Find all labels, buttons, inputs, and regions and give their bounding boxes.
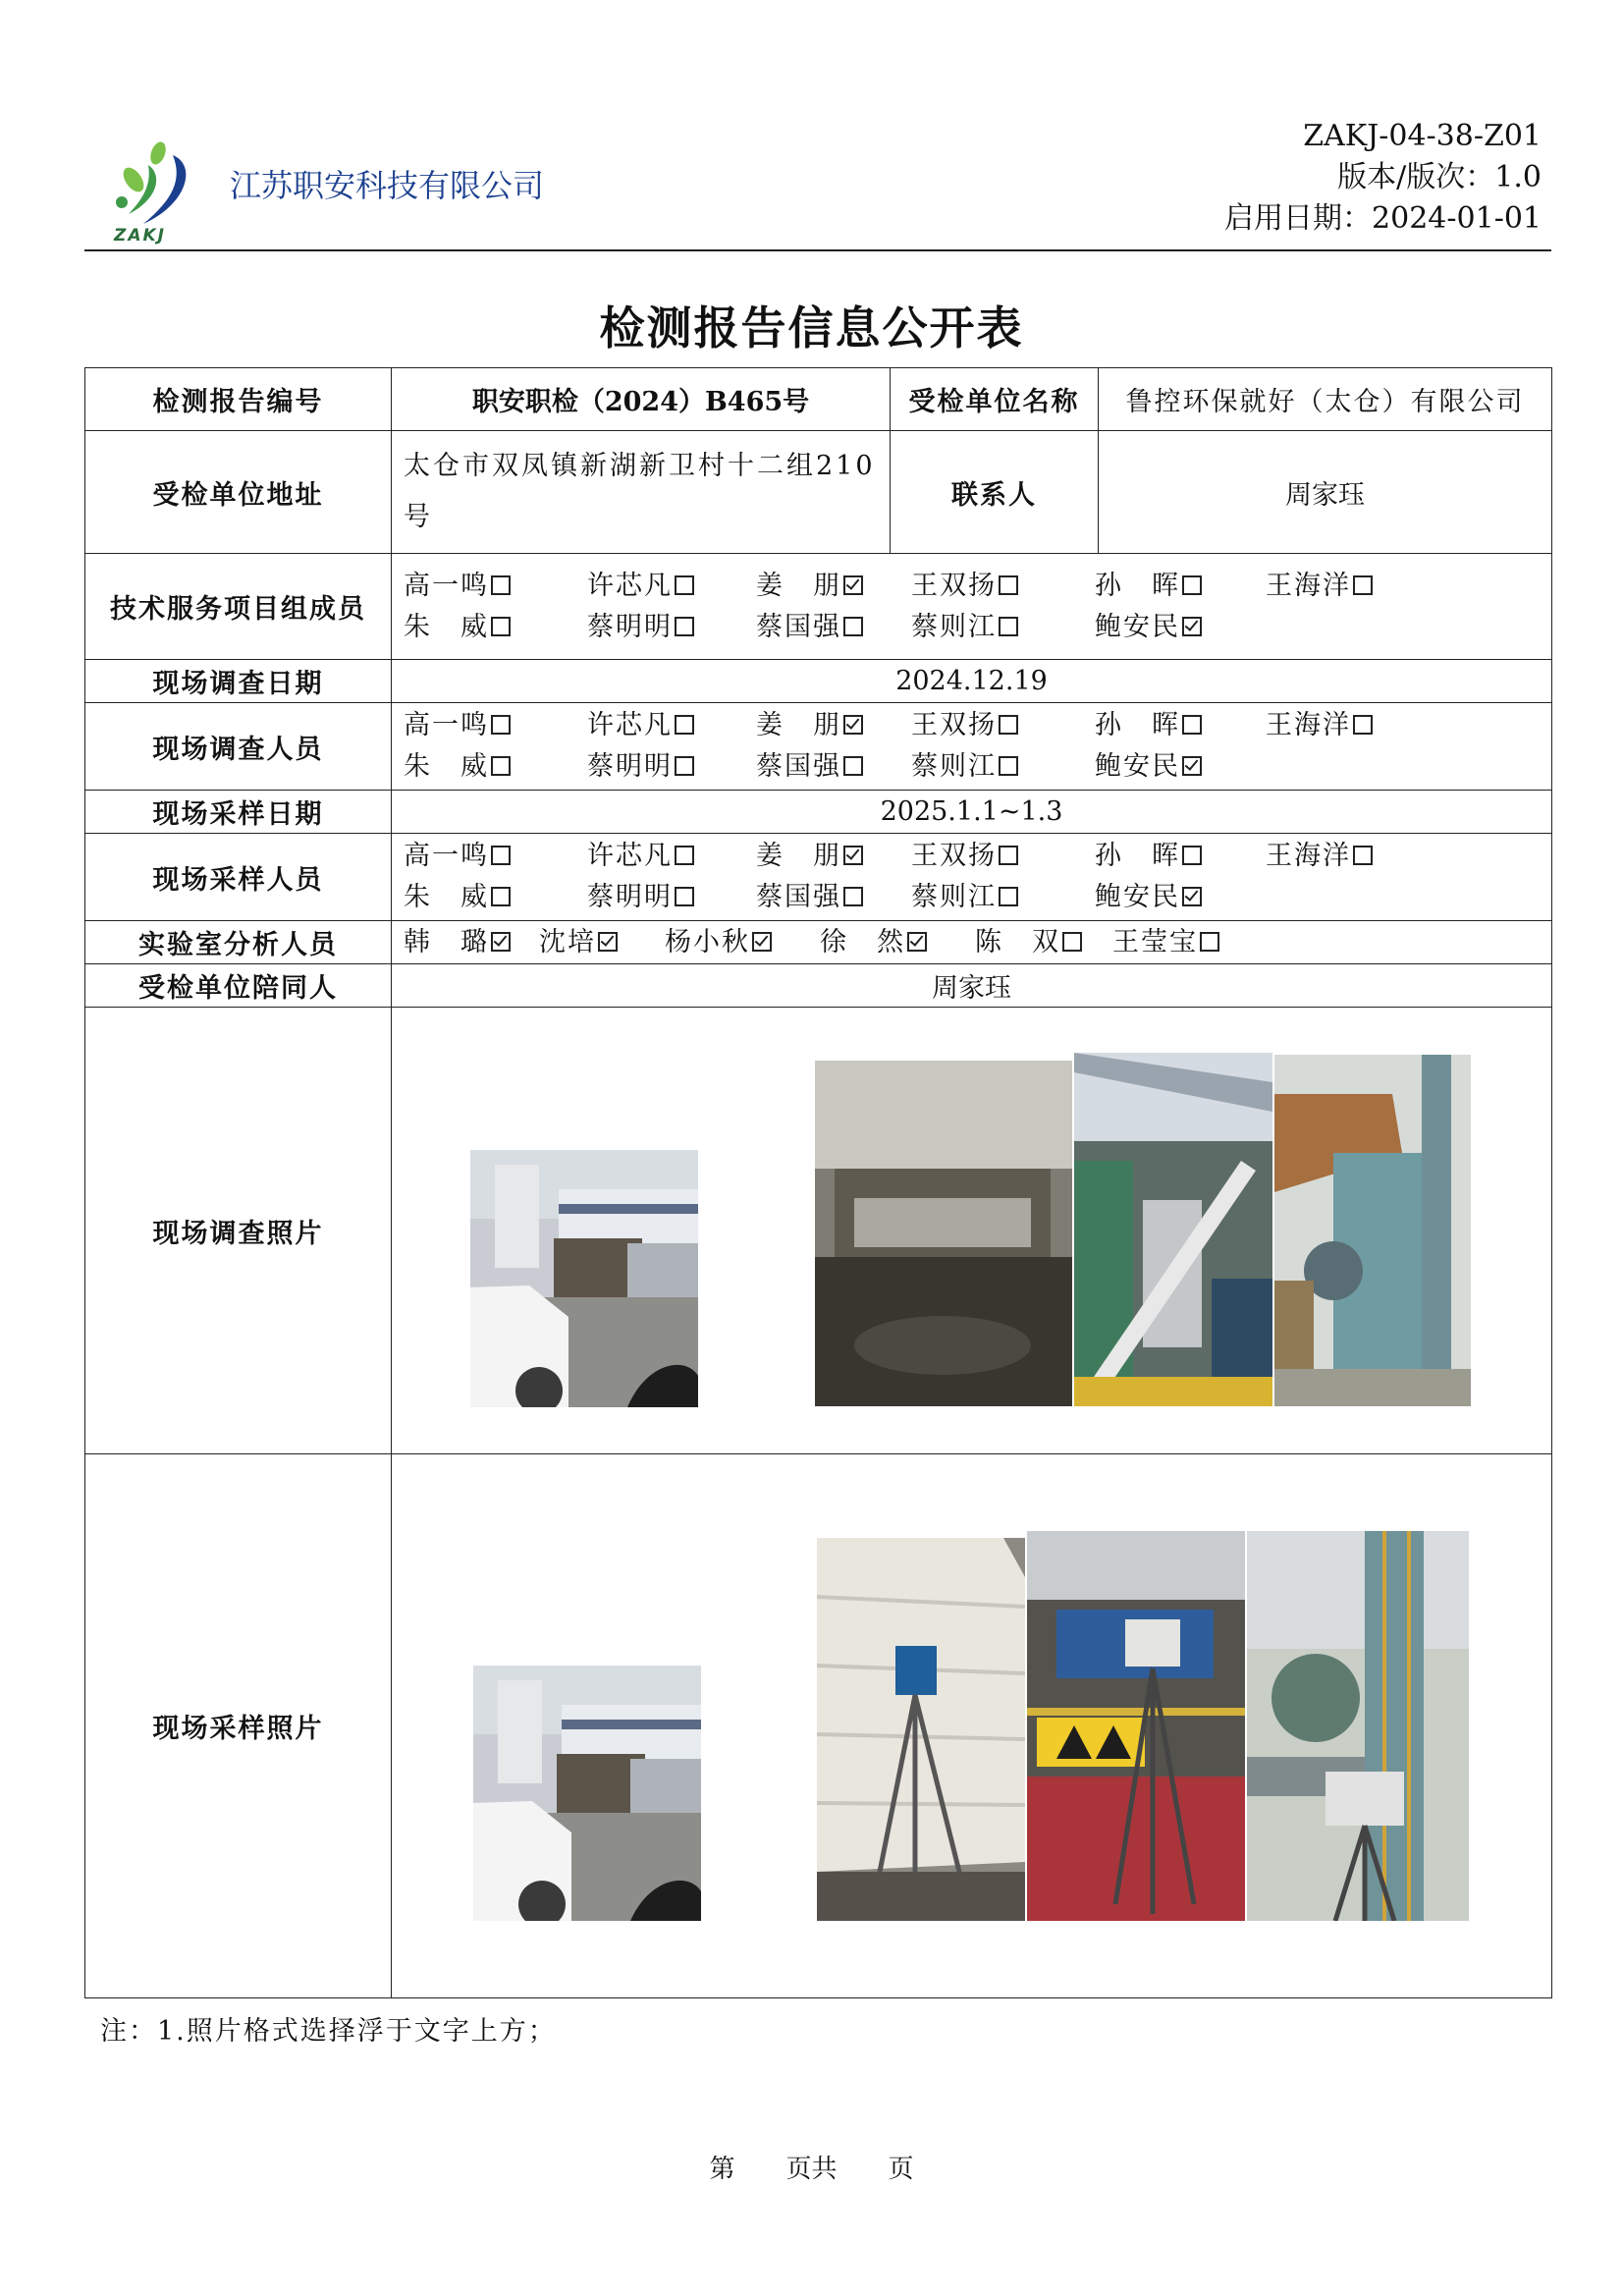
checkbox-empty-icon[interactable] bbox=[675, 575, 694, 595]
person-entry bbox=[404, 566, 587, 607]
checkbox-empty-icon[interactable] bbox=[843, 756, 863, 776]
checkbox-empty-icon[interactable] bbox=[675, 617, 694, 636]
sampling-photos-cell bbox=[392, 1454, 1552, 1998]
escort-value: 周家珏 bbox=[392, 964, 1552, 1008]
person-entry bbox=[404, 922, 539, 963]
person-row bbox=[404, 922, 1540, 963]
unit-name-label: 受检单位名称 bbox=[891, 368, 1099, 431]
person-name: 鲍安民 bbox=[1095, 751, 1180, 782]
table-row bbox=[85, 791, 1552, 834]
checkbox-empty-icon[interactable] bbox=[1182, 575, 1202, 595]
person-entry bbox=[587, 607, 756, 648]
person-entry bbox=[587, 877, 756, 918]
photo-factory-gate bbox=[470, 1150, 698, 1407]
person-name: 许芯凡 bbox=[587, 841, 673, 871]
person-name: 朱 威 bbox=[404, 882, 489, 912]
person-entry bbox=[1095, 877, 1266, 918]
person-entry bbox=[756, 877, 911, 918]
checkbox-empty-icon[interactable] bbox=[1200, 932, 1219, 952]
doc-start-date: 启用日期：2024-01-01 bbox=[1224, 201, 1542, 236]
checkbox-checked-icon[interactable] bbox=[1182, 887, 1202, 906]
person-entry bbox=[911, 746, 1095, 788]
person-name: 鲍安民 bbox=[1095, 611, 1180, 642]
table-row bbox=[85, 964, 1552, 1008]
table-row bbox=[85, 554, 1552, 660]
person-name: 杨小秋 bbox=[665, 926, 750, 957]
person-name: 许芯凡 bbox=[587, 710, 673, 740]
person-entry bbox=[756, 836, 911, 877]
person-name: 朱 威 bbox=[404, 751, 489, 782]
unit-name-value: 鲁控环保就好（太仓）有限公司 bbox=[1099, 368, 1552, 431]
address-value: 太仓市双凤镇新湖新卫村十二组210号 bbox=[392, 431, 891, 554]
lab-staff-label: 实验室分析人员 bbox=[85, 921, 392, 964]
table-row bbox=[85, 834, 1552, 921]
photo-wastewater-pool bbox=[815, 1061, 1072, 1406]
tech-team-list bbox=[392, 554, 1552, 660]
person-entry bbox=[756, 746, 911, 788]
person-entry bbox=[1266, 566, 1413, 607]
checkbox-empty-icon[interactable] bbox=[1182, 715, 1202, 735]
table-row bbox=[85, 368, 1552, 431]
person-name: 孙 晖 bbox=[1095, 841, 1180, 871]
checkbox-empty-icon[interactable] bbox=[843, 617, 863, 636]
checkbox-checked-icon[interactable] bbox=[843, 846, 863, 865]
person-entry bbox=[756, 607, 911, 648]
person-entry bbox=[911, 607, 1095, 648]
person-entry bbox=[1266, 705, 1413, 746]
person-entry bbox=[665, 922, 820, 963]
person-entry bbox=[911, 705, 1095, 746]
person-entry bbox=[820, 922, 975, 963]
doc-version: 版本/版次：1.0 bbox=[1337, 160, 1542, 194]
checkbox-empty-icon[interactable] bbox=[1062, 932, 1082, 952]
photo-scrubber-tower bbox=[1274, 1055, 1471, 1406]
checkbox-empty-icon[interactable] bbox=[999, 846, 1018, 865]
person-name: 孙 晖 bbox=[1095, 710, 1180, 740]
checkbox-empty-icon[interactable] bbox=[675, 887, 694, 906]
person-name: 姜 朋 bbox=[756, 710, 841, 740]
person-row bbox=[404, 836, 1540, 877]
person-entry bbox=[975, 922, 1112, 963]
checkbox-empty-icon[interactable] bbox=[491, 575, 511, 595]
checkbox-empty-icon[interactable] bbox=[999, 715, 1018, 735]
checkbox-empty-icon[interactable] bbox=[491, 887, 511, 906]
person-name: 王海洋 bbox=[1266, 570, 1351, 601]
person-entry bbox=[911, 566, 1095, 607]
report-no-value: 职安职检（2024）B465号 bbox=[392, 368, 891, 431]
checkbox-empty-icon[interactable] bbox=[999, 575, 1018, 595]
person-name: 王莹宝 bbox=[1112, 926, 1198, 957]
person-name: 蔡国强 bbox=[756, 882, 841, 912]
person-name: 王双扬 bbox=[911, 841, 997, 871]
report-no-label: 检测报告编号 bbox=[85, 368, 392, 431]
photo-workshop-machinery bbox=[1074, 1053, 1272, 1406]
person-entry bbox=[1095, 836, 1266, 877]
checkbox-empty-icon[interactable] bbox=[675, 846, 694, 865]
person-name: 孙 晖 bbox=[1095, 570, 1180, 601]
document-meta bbox=[1224, 116, 1542, 240]
checkbox-empty-icon[interactable] bbox=[491, 846, 511, 865]
photo-sampling-tank bbox=[817, 1538, 1025, 1921]
checkbox-empty-icon[interactable] bbox=[1182, 846, 1202, 865]
person-entry bbox=[756, 566, 911, 607]
lab-staff-list bbox=[392, 921, 1552, 964]
person-entry bbox=[911, 836, 1095, 877]
sampling-date-label: 现场采样日期 bbox=[85, 791, 392, 834]
survey-photos-cell bbox=[392, 1008, 1552, 1454]
table-row bbox=[85, 1008, 1552, 1454]
person-name: 王双扬 bbox=[911, 570, 997, 601]
person-name: 陈 双 bbox=[975, 926, 1060, 957]
person-entry bbox=[1112, 922, 1240, 963]
person-entry bbox=[404, 705, 587, 746]
person-name: 许芯凡 bbox=[587, 570, 673, 601]
photo-factory-gate-sampling bbox=[473, 1666, 701, 1921]
checkbox-checked-icon[interactable] bbox=[752, 932, 772, 952]
person-name: 王海洋 bbox=[1266, 710, 1351, 740]
person-name: 蔡则江 bbox=[911, 751, 997, 782]
doc-code: ZAKJ-04-38-Z01 bbox=[1303, 119, 1542, 153]
person-entry bbox=[1266, 836, 1413, 877]
person-name: 蔡明明 bbox=[587, 611, 673, 642]
person-name: 徐 然 bbox=[820, 926, 905, 957]
table-row bbox=[85, 921, 1552, 964]
person-name: 高一鸣 bbox=[404, 841, 489, 871]
person-row bbox=[404, 746, 1540, 788]
address-label: 受检单位地址 bbox=[85, 431, 392, 554]
checkbox-empty-icon[interactable] bbox=[843, 887, 863, 906]
survey-staff-label: 现场调查人员 bbox=[85, 703, 392, 791]
person-entry bbox=[1095, 746, 1266, 788]
checkbox-empty-icon[interactable] bbox=[491, 617, 511, 636]
survey-staff-list bbox=[392, 703, 1552, 791]
person-name: 朱 威 bbox=[404, 611, 489, 642]
tech-team-label: 技术服务项目组成员 bbox=[85, 554, 392, 660]
contact-label: 联系人 bbox=[891, 431, 1099, 554]
person-entry bbox=[404, 836, 587, 877]
person-row bbox=[404, 705, 1540, 746]
checkbox-checked-icon[interactable] bbox=[907, 932, 927, 952]
checkbox-checked-icon[interactable] bbox=[843, 575, 863, 595]
table-row bbox=[85, 703, 1552, 791]
page-header bbox=[84, 116, 1551, 251]
person-name: 沈培 bbox=[539, 926, 596, 957]
person-entry bbox=[404, 746, 587, 788]
person-entry bbox=[587, 566, 756, 607]
person-entry bbox=[404, 877, 587, 918]
checkbox-checked-icon[interactable] bbox=[1182, 756, 1202, 776]
person-name: 鲍安民 bbox=[1095, 882, 1180, 912]
checkbox-empty-icon[interactable] bbox=[1353, 715, 1373, 735]
person-name: 蔡国强 bbox=[756, 611, 841, 642]
person-name: 高一鸣 bbox=[404, 710, 489, 740]
checkbox-empty-icon[interactable] bbox=[999, 756, 1018, 776]
person-entry bbox=[587, 746, 756, 788]
checkbox-checked-icon[interactable] bbox=[843, 715, 863, 735]
info-table bbox=[84, 367, 1552, 1998]
checkbox-empty-icon[interactable] bbox=[491, 715, 511, 735]
footnote: 注：1.照片格式选择浮于文字上方； bbox=[100, 2016, 557, 2047]
person-name: 高一鸣 bbox=[404, 570, 489, 601]
person-row bbox=[404, 566, 1540, 607]
person-name: 韩 璐 bbox=[404, 926, 489, 957]
checkbox-checked-icon[interactable] bbox=[1182, 617, 1202, 636]
checkbox-empty-icon[interactable] bbox=[999, 887, 1018, 906]
checkbox-checked-icon[interactable] bbox=[491, 932, 511, 952]
escort-label: 受检单位陪同人 bbox=[85, 964, 392, 1008]
survey-date-value: 2024.12.19 bbox=[392, 660, 1552, 703]
person-entry bbox=[756, 705, 911, 746]
checkbox-checked-icon[interactable] bbox=[598, 932, 618, 952]
table-row bbox=[85, 431, 1552, 554]
checkbox-empty-icon[interactable] bbox=[999, 617, 1018, 636]
sampling-photos-label: 现场采样照片 bbox=[85, 1454, 392, 1998]
person-name: 蔡明明 bbox=[587, 751, 673, 782]
person-name: 蔡则江 bbox=[911, 611, 997, 642]
table-row bbox=[85, 1454, 1552, 1998]
sampling-staff-label: 现场采样人员 bbox=[85, 834, 392, 921]
contact-value: 周家珏 bbox=[1099, 431, 1552, 554]
photo-sampling-tower-device bbox=[1247, 1531, 1469, 1921]
checkbox-empty-icon[interactable] bbox=[1353, 846, 1373, 865]
person-name: 王海洋 bbox=[1266, 841, 1351, 871]
person-entry bbox=[404, 607, 587, 648]
survey-photos-label: 现场调查照片 bbox=[85, 1008, 392, 1454]
photo-sampling-warning-sign bbox=[1027, 1531, 1245, 1921]
person-row bbox=[404, 607, 1540, 648]
person-entry bbox=[1095, 705, 1266, 746]
person-entry bbox=[1095, 566, 1266, 607]
table-row bbox=[85, 660, 1552, 703]
person-name: 蔡则江 bbox=[911, 882, 997, 912]
person-entry bbox=[1095, 607, 1266, 648]
sampling-date-value: 2025.1.1~1.3 bbox=[392, 791, 1552, 834]
sampling-staff-list bbox=[392, 834, 1552, 921]
logo-text: ZAKJ bbox=[114, 226, 166, 246]
page-number: 第 页共 页 bbox=[709, 2155, 914, 2184]
checkbox-empty-icon[interactable] bbox=[675, 756, 694, 776]
survey-date-label: 现场调查日期 bbox=[85, 660, 392, 703]
person-row bbox=[404, 877, 1540, 918]
person-entry bbox=[587, 836, 756, 877]
person-entry bbox=[911, 877, 1095, 918]
company-name: 江苏职安科技有限公司 bbox=[230, 167, 545, 204]
person-name: 姜 朋 bbox=[756, 570, 841, 601]
checkbox-empty-icon[interactable] bbox=[675, 715, 694, 735]
person-name: 蔡明明 bbox=[587, 882, 673, 912]
checkbox-empty-icon[interactable] bbox=[1353, 575, 1373, 595]
person-name: 蔡国强 bbox=[756, 751, 841, 782]
checkbox-empty-icon[interactable] bbox=[491, 756, 511, 776]
person-entry bbox=[587, 705, 756, 746]
person-name: 姜 朋 bbox=[756, 841, 841, 871]
person-entry bbox=[539, 922, 665, 963]
person-name: 王双扬 bbox=[911, 710, 997, 740]
page-title: 检测报告信息公开表 bbox=[599, 301, 1024, 355]
